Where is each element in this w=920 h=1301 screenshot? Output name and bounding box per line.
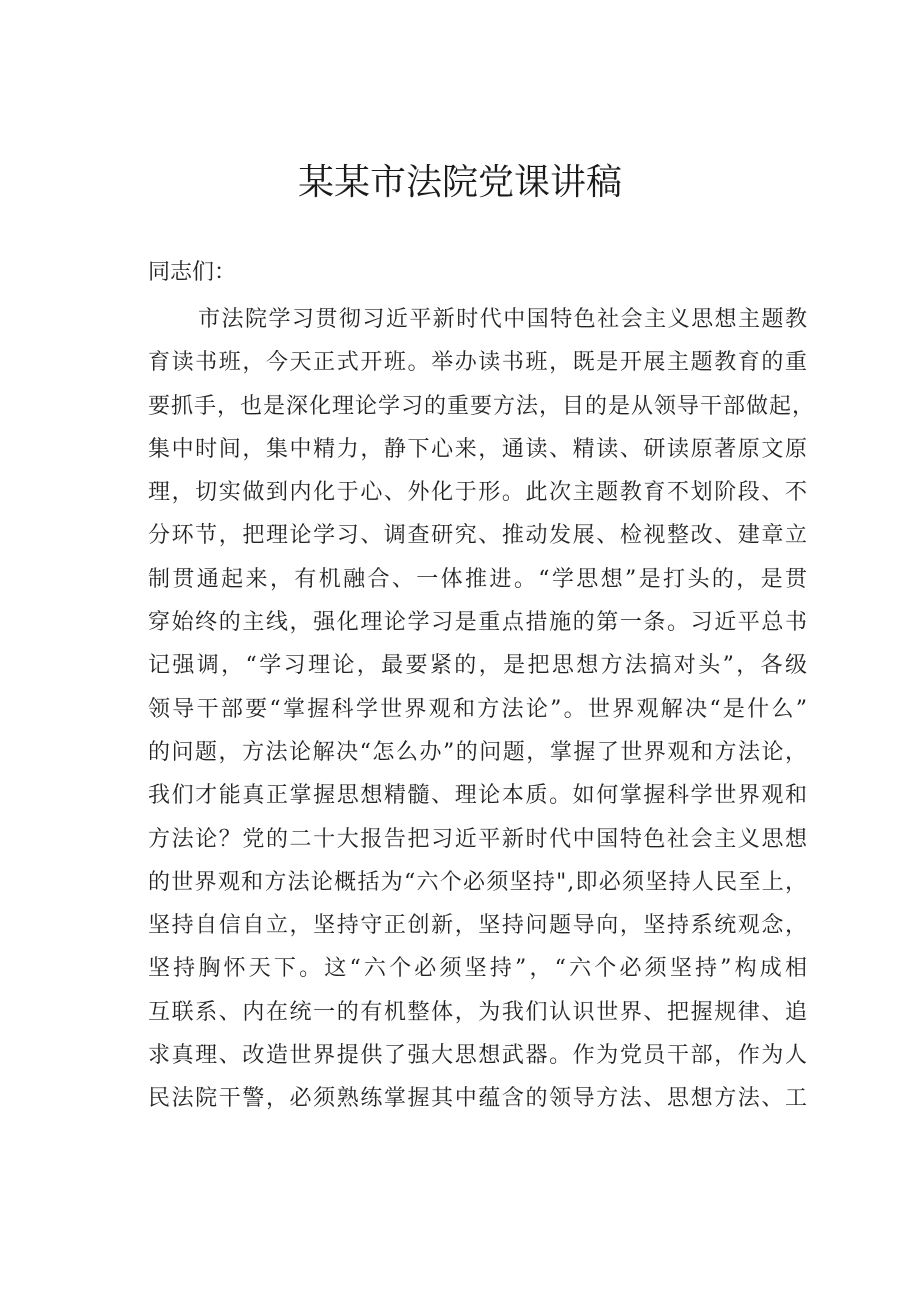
paragraph-line: 领导干部要“掌握科学世界观和方法论”。世界观解决“是什么” <box>148 696 808 722</box>
paragraph-line: 育读书班，今天正式开班。举办读书班，既是开展主题教育的重 <box>148 350 808 376</box>
paragraph-line: 记强调，“学习理论，最要紧的，是把思想方法搞对头”，各级 <box>148 653 808 679</box>
body-paragraph <box>148 298 816 1121</box>
paragraph-line: 互联系、内在统一的有机整体，为我们认识世界、把握规律、追 <box>148 999 808 1025</box>
paragraph-line: 坚持自信自立，坚持守正创新，坚持问题导向，坚持系统观念， <box>148 913 808 939</box>
paragraph-line: 要抓手，也是深化理论学习的重要方法，目的是从领导干部做起， <box>148 393 816 419</box>
paragraph-line: 坚持胸怀天下。这“六个必须坚持”，“六个必须坚持”构成相 <box>148 956 808 982</box>
paragraph-line: 我们才能真正掌握思想精髓、理论本质。如何掌握科学世界观和 <box>148 783 808 809</box>
paragraph-line: 民法院干警，必须熟练掌握其中蕴含的领导方法、思想方法、工 <box>148 1086 808 1112</box>
paragraph-line: 市法院学习贯彻习近平新时代中国特色社会主义思想主题教 <box>198 307 808 332</box>
document-title: 某某市法院党课讲稿 <box>297 162 622 203</box>
paragraph-line: 方法论？党的二十大报告把习近平新时代中国特色社会主义思想 <box>148 826 808 852</box>
paragraph-line: 理，切实做到内化于心、外化于形。此次主题教育不划阶段、不 <box>148 480 808 506</box>
salutation: 同志们： <box>148 260 237 285</box>
paragraph-line: 制贯通起来，有机融合、一体推进。“学思想”是打头的，是贯 <box>148 566 808 592</box>
paragraph-line: 求真理、改造世界提供了强大思想武器。作为党员干部，作为人 <box>148 1043 808 1069</box>
paragraph-line: 集中时间，集中精力，静下心来，通读、精读、研读原著原文原 <box>148 436 808 462</box>
paragraph-line: 分环节，把理论学习、调查研究、推动发展、检视整改、建章立 <box>148 523 808 549</box>
paragraph-line: 穿始终的主线，强化理论学习是重点措施的第一条。习近平总书 <box>148 610 808 636</box>
paragraph-line: 的问题，方法论解决“怎么办”的问题，掌握了世界观和方法论， <box>148 739 808 765</box>
paragraph-line: 的世界观和方法论概括为“六个必须坚持",即必须坚持人民至上， <box>148 869 808 895</box>
